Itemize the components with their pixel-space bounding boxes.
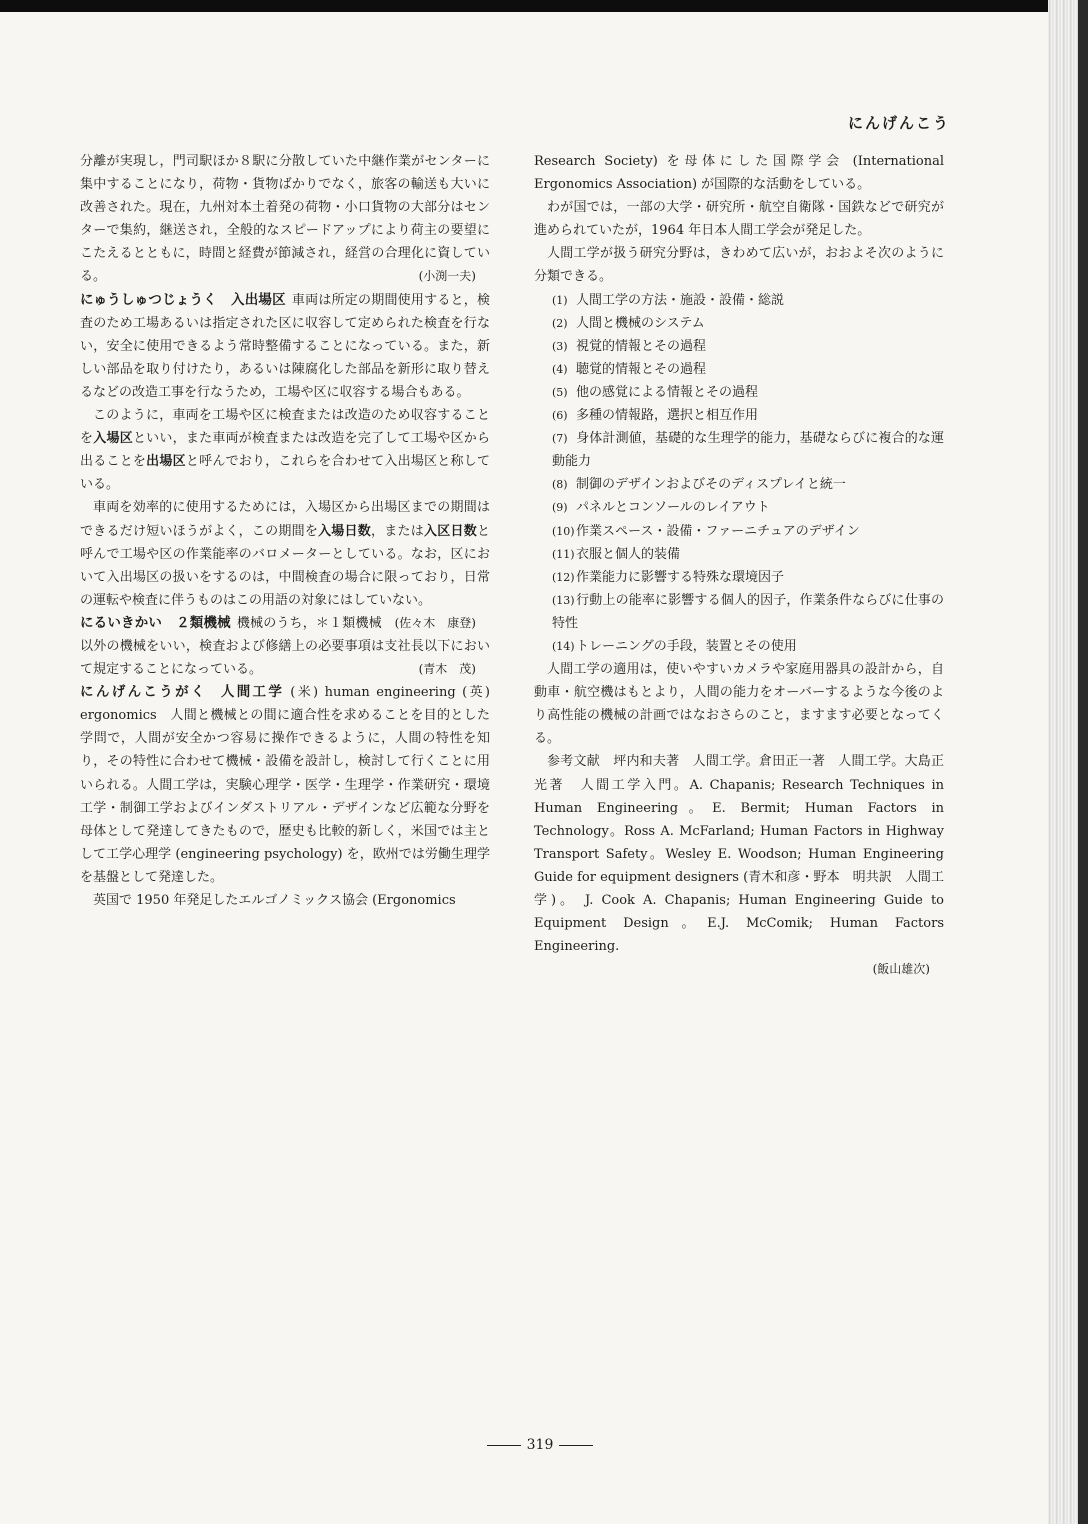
list-item-number: (8) [552, 478, 568, 492]
research-field-list [534, 289, 944, 659]
list-item [534, 358, 944, 381]
list-item [534, 427, 944, 473]
references: 参考文献 坪内和夫著 人間工学。倉田正一著 人間工学。大島正光著 人間工学入門。A. Chapanis; Research Techniques in Human Engineering。E. Bermit; Human Factors in Technology。Ross A. McFarland; Human Factors in Highway Transport Safety。Wesley E. Woodson; Human Engineering Guide for equipment designers (青木和彦・野本 明共訳 人間工学)。 J. Cook A. Chapanis; Human Engineering Guide to Equipment Design。E.J. McComik; Human Factors Engineering. [534, 754, 944, 955]
list-item [534, 543, 944, 566]
entry-headword: 入出場区 [230, 291, 286, 308]
entry-reading: にゅうしゅつじょうく [80, 291, 217, 308]
dictionary-entry [80, 681, 490, 889]
list-item-number: (10) [552, 524, 575, 538]
list-item-number: (4) [552, 362, 568, 376]
list-item-text: 聴覚的情報とその過程 [576, 361, 707, 377]
entry-reading: にんげんこうがく [80, 684, 207, 701]
list-item-text: 行動上の能率に影響する個人的因子，作業条件ならびに仕事の特性 [552, 592, 944, 631]
entry-headword: 人間工学 [220, 684, 285, 701]
entry-text: (米) human engineering (英) ergonomics 人間と機械との間に適合性を求めることを目的とした学問で，人間が安全かつ容易に操作できるように，人間の特性を知り，その特性に合わせて機械・設備を設計し，検討して行くことに用いられる。人間工学は，実験心理学・医学・生理学・作業研究・環境工学・制御工学およびインダストリアル・デザインなど広範な分野を母体として発達してきたもので，歴史も比較的新しく，米国では主として工学心理学 (engineering psychology) を，欧州では労働生理学を基盤として発達した。 [80, 685, 490, 885]
left-column [80, 150, 490, 912]
list-item-number: (1) [552, 293, 568, 307]
bold-term: 入場日数 [318, 523, 372, 539]
paragraph: Research Society) を母体にした国際学会 (International Ergonomics Association) が国際的な活動をしている。 [534, 154, 944, 193]
list-item [534, 381, 944, 404]
paragraph: 人間工学の適用は，使いやすいカメラや家庭用器具の設計から，自動車・航空機はもとより，人間の能力をオーバーするような今後のより高性能の機械の計画ではなおさらのこと，ますます必要となってくる。 [534, 662, 944, 747]
dash [559, 1445, 593, 1446]
list-item [534, 566, 944, 589]
author-credit: (飯山雄次) [872, 962, 930, 977]
list-item-text: 制御のデザインおよびそのディスプレイと統一 [576, 477, 846, 493]
author-credit: (佐々木 康登) [394, 615, 476, 630]
list-item-text: パネルとコンソールのレイアウト [576, 500, 770, 516]
list-item-number: (9) [552, 501, 568, 515]
list-item [534, 589, 944, 635]
bold-term: 入場区 [93, 431, 133, 447]
list-item-number: (3) [552, 339, 568, 353]
list-item [534, 312, 944, 335]
scan-page-edge-dark [1078, 0, 1088, 1524]
list-item [534, 473, 944, 496]
list-item-number: (5) [552, 385, 568, 399]
entry-text: 車両は所定の期間使用すると，検査のため工場あるいは指定された区に収容して定められた検査を行ない，安全に使用できるよう常時整備することになっている。また，新しい部品を取り付けたり，あるいは陳腐化した部品を新形に取り替えるなどの改造工事を行なうため，工場や区に収容する場合もある。 [80, 292, 491, 400]
list-item [534, 635, 944, 658]
scan-top-border [0, 0, 1088, 12]
entry-headword: ２類機械 [176, 614, 231, 631]
paragraph: わが国では，一部の大学・研究所・航空自衛隊・国鉄などで研究が進められていたが，1964 年日本人間工学会が発足した。 [534, 200, 944, 239]
entry-reading: にるいきかい [80, 614, 163, 631]
list-item-number: (14) [552, 639, 575, 653]
list-item-text: 作業能力に影響する特殊な環境因子 [576, 569, 785, 585]
list-item-text: トレーニングの手段，装置とその使用 [576, 638, 797, 654]
paragraph: 英国で 1950 年発足したエルゴノミックス協会 (Ergonomics [93, 893, 456, 908]
list-item-text: 多種の情報路，選択と相互作用 [576, 408, 759, 424]
list-item-text: 人間工学の方法・施設・設備・総説 [576, 292, 785, 308]
paragraph-text: 分離が実現し，門司駅ほか８駅に分散していた中継作業がセンターに集中することになり，荷物・貨物ばかりでなく，旅客の輸送も大いに改善された。現在，九州対本土着発の荷物・小口貨物の大部分はセンターで集約，継送され，全般的なスピードアップにより荷主の要望にこたえるとともに，時間と経費が節減され，経営の合理化に資している。 [80, 154, 490, 285]
paragraph [80, 150, 490, 289]
dictionary-entry [80, 289, 490, 404]
list-item-number: (12) [552, 570, 575, 584]
list-item-text: 人間と機械のシステム [576, 315, 705, 331]
list-item-number: (13) [552, 593, 575, 607]
list-item-number: (2) [552, 316, 568, 330]
list-item-text: 視覚的情報とその過程 [576, 338, 707, 354]
list-item [534, 404, 944, 427]
right-column [534, 150, 944, 981]
bold-term: 入区日数 [424, 523, 477, 539]
list-item-number: (6) [552, 409, 568, 423]
author-credit: (小渕一夫) [418, 269, 476, 284]
list-item-text: 他の感覚による情報とその過程 [576, 384, 759, 400]
running-head: にんげんこう [847, 114, 950, 132]
list-item [534, 520, 944, 543]
entry-text: 機械のうち，＊１類機械以外の機械をいい，検査および修繕上の必要事項は支社長以下において規定することになっている。 [80, 615, 490, 678]
list-item [534, 289, 944, 312]
bold-term: 出場区 [146, 454, 186, 470]
dash [487, 1445, 521, 1446]
list-item-text: 作業スペース・設備・ファーニチュアのデザイン [576, 523, 860, 539]
list-item [534, 335, 944, 358]
list-item-number: (7) [552, 432, 568, 446]
list-item-text: 身体計測値，基礎的な生理学的能力，基礎ならびに複合的な運動能力 [552, 431, 944, 470]
list-item-text: 衣服と個人的装備 [576, 546, 681, 562]
list-item [534, 496, 944, 519]
paragraph: このように，車両を工場や区に検査または改造のため収容することを入場区といい，また車両が検査または改造を完了して工場や区から出ることを出場区と呼んでおり，これらを合わせて入出場区と称している。 [80, 408, 490, 493]
page-number: 319 [440, 1437, 640, 1453]
paragraph: 車両を効率的に使用するためには，入場区から出場区までの期間はできるだけ短いほうがよく，この期間を入場日数，または入区日数と呼んで工場や区の作業能率のバロメーターとしている。なお，区において入出場区の扱いをするのは，中間検査の場合に限っており，日常の運転や検査に伴うものはこの用語の対象にはしていない。 (佐々木 康登) [80, 496, 490, 611]
list-item-number: (11) [552, 547, 575, 561]
paragraph: 人間工学が扱う研究分野は，きわめて広いが，おおよそ次のように分類できる。 [534, 246, 944, 285]
author-credit: (青木 茂) [418, 662, 476, 677]
